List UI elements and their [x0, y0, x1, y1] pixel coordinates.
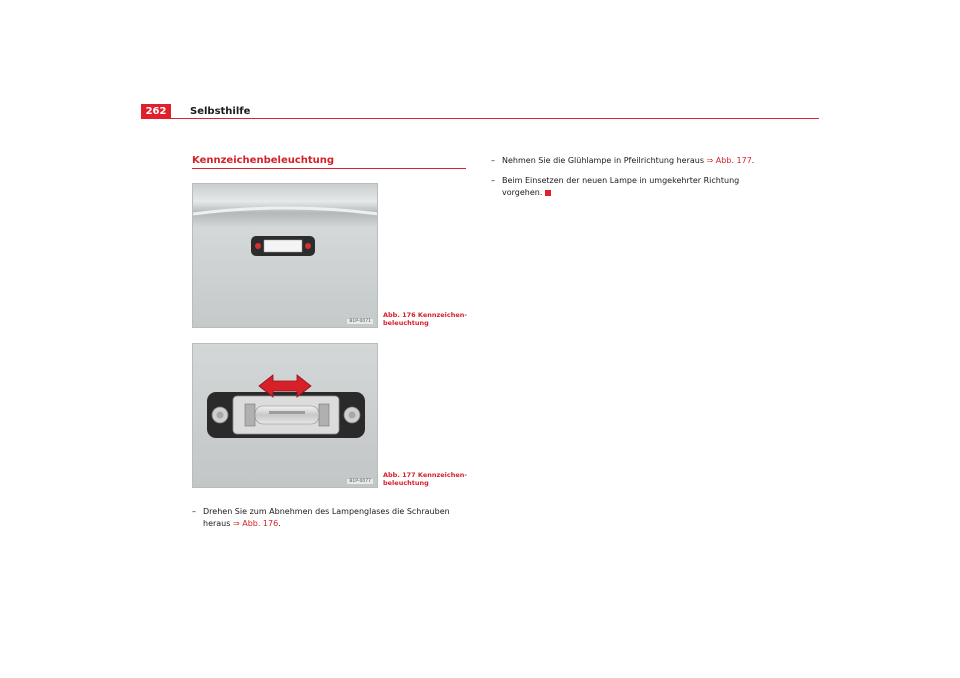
step-continuation	[491, 187, 811, 199]
step-text: Beim Einsetzen der neuen Lampe in umgekehrter Richtung	[502, 176, 740, 185]
reference-arrow: ⇒	[706, 156, 714, 165]
caption-line: beleuchtung	[383, 479, 429, 487]
right-step-1	[491, 155, 811, 167]
figure-176-illustration	[193, 184, 378, 328]
step-text: Drehen Sie zum Abnehmen des Lampenglases die Schrauben	[203, 507, 450, 516]
section-rule	[192, 168, 466, 169]
caption-line: beleuchtung	[383, 319, 429, 327]
header-rule	[141, 118, 819, 119]
section-title: Kennzeichenbeleuchtung	[192, 155, 335, 166]
step-end: .	[278, 519, 281, 528]
reference-arrow: ⇒	[232, 519, 240, 528]
figure-code: B1P-0077	[349, 479, 371, 484]
step-dash: –	[491, 156, 495, 165]
figure-176	[192, 183, 378, 328]
step-text: vorgehen.	[502, 188, 543, 197]
section-end-icon	[545, 190, 551, 196]
figure-176-caption	[383, 311, 468, 327]
step-text: heraus	[203, 519, 233, 528]
right-step-2	[491, 175, 811, 199]
figure-177-caption	[383, 471, 468, 487]
left-step-1	[192, 506, 472, 530]
figure-reference-link[interactable]: Abb. 177	[715, 156, 752, 165]
step-end: .	[751, 156, 755, 165]
step-continuation	[192, 518, 472, 530]
caption-line: Abb. 177 Kennzeichen-	[383, 471, 468, 479]
figure-177	[192, 343, 378, 488]
page-number: 262	[141, 104, 171, 119]
figure-177-illustration	[193, 344, 378, 488]
header-title: Selbsthilfe	[190, 106, 251, 117]
caption-line: Abb. 176 Kennzeichen-	[383, 311, 468, 319]
step-text: Nehmen Sie die Glühlampe in Pfeilrichtung heraus	[502, 156, 707, 165]
step-dash: –	[192, 507, 196, 516]
figure-reference-link[interactable]: Abb. 176	[242, 519, 279, 528]
figure-code: B1P-0071	[349, 319, 371, 324]
step-dash: –	[491, 176, 495, 185]
